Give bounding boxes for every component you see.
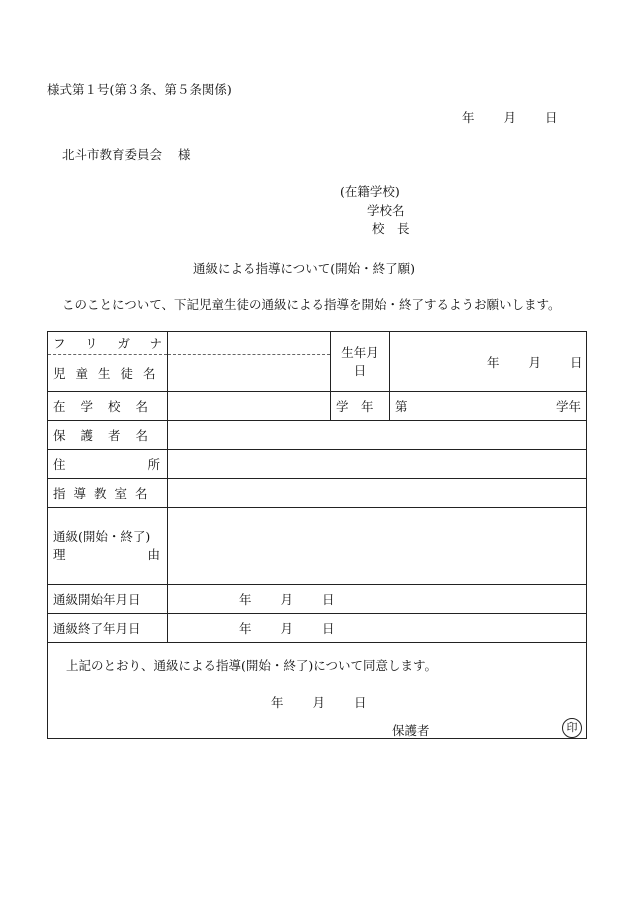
birth-day: 日 xyxy=(570,354,583,370)
classroom-label: 指導教室名 xyxy=(53,486,156,501)
end-date xyxy=(173,619,335,637)
start-year: 年 xyxy=(239,592,252,607)
furigana-char: ガ xyxy=(117,336,130,351)
grade-value xyxy=(395,397,581,415)
start-date-label: 通級開始年月日 xyxy=(53,592,141,607)
sender-principal: 校 長 xyxy=(372,221,410,236)
birth-month: 月 xyxy=(528,354,542,370)
form-number: 様式第１号(第３条、第５条関係) xyxy=(47,82,232,97)
birth-date-field[interactable] xyxy=(390,332,587,392)
grade-prefix: 第 xyxy=(395,399,408,414)
reason-label-2: 理由 xyxy=(53,547,243,562)
school-row xyxy=(48,392,587,421)
reason-label-1: 通級(開始・終了) xyxy=(53,529,151,544)
end-date-field[interactable] xyxy=(168,614,587,643)
intro-text: このことについて、下記児童生徒の通級による指導を開始・終了するようお願いします。 xyxy=(62,297,561,312)
classroom-label-cell xyxy=(48,479,168,508)
consent-row xyxy=(48,643,587,739)
addressee-org: 北斗市教育委員会 xyxy=(62,147,163,162)
address-label: 住所 xyxy=(53,457,243,472)
start-date-label-cell xyxy=(48,585,168,614)
student-name-field[interactable] xyxy=(168,355,331,392)
consent-date xyxy=(271,693,367,711)
application-table xyxy=(47,331,587,739)
student-name-label: 児童生徒名 xyxy=(53,366,166,381)
address-label-cell xyxy=(48,450,243,479)
end-month: 月 xyxy=(280,621,294,636)
grade-field[interactable] xyxy=(390,392,587,421)
furigana-label-cell xyxy=(48,332,168,355)
guardian-label: 保護者名 xyxy=(53,428,164,443)
birth-date xyxy=(395,353,583,371)
furigana-char: リ xyxy=(85,336,98,351)
month-label: 月 xyxy=(503,110,517,125)
furigana-char: フ xyxy=(53,336,66,351)
reason-label-cell xyxy=(48,508,243,585)
grade-label: 学 年 xyxy=(336,399,374,414)
year-label: 年 xyxy=(462,110,475,125)
consent-month: 月 xyxy=(312,695,326,710)
consent-guardian-label: 保護者 xyxy=(392,723,430,738)
furigana-char: ナ xyxy=(149,336,162,351)
consent-cell xyxy=(48,643,587,739)
start-day: 日 xyxy=(322,592,335,607)
end-date-row xyxy=(48,614,587,643)
end-date-label-cell xyxy=(48,614,168,643)
school-field[interactable] xyxy=(168,392,331,421)
day-label: 日 xyxy=(545,110,558,125)
furigana-field[interactable] xyxy=(168,332,331,355)
reason-label-2-wrap xyxy=(53,546,243,564)
start-date-field[interactable] xyxy=(168,585,587,614)
guardian-field[interactable] xyxy=(168,421,587,450)
guardian-label-cell xyxy=(48,421,168,450)
grade-suffix: 学年 xyxy=(555,399,581,414)
school-label-cell xyxy=(48,392,168,421)
end-day: 日 xyxy=(322,621,335,636)
addressee-honorific: 様 xyxy=(178,147,191,162)
birth-year: 年 xyxy=(487,354,500,370)
seal-mark xyxy=(562,718,582,738)
school-label: 在学校名 xyxy=(53,399,164,414)
address-row xyxy=(48,450,587,479)
reason-row xyxy=(48,508,587,585)
submission-date xyxy=(462,108,558,126)
end-date-label: 通級終了年月日 xyxy=(53,621,141,636)
birth-label-1: 生年月 xyxy=(341,344,379,360)
end-year: 年 xyxy=(239,621,252,636)
document-title: 通級による指導について(開始・終了願) xyxy=(193,261,416,276)
start-month: 月 xyxy=(280,592,294,607)
guardian-row xyxy=(48,421,587,450)
birth-label-2: 日 xyxy=(353,362,367,378)
consent-text: 上記のとおり、通級による指導(開始・終了)について同意します。 xyxy=(66,658,438,673)
sender-label: (在籍学校) xyxy=(340,184,400,199)
sender-school-name: 学校名 xyxy=(367,203,405,218)
consent-year: 年 xyxy=(271,695,284,710)
consent-day: 日 xyxy=(354,695,367,710)
furigana-row xyxy=(48,332,587,355)
classroom-row xyxy=(48,479,587,508)
classroom-field[interactable] xyxy=(168,479,587,508)
start-date xyxy=(173,590,335,608)
furigana-label xyxy=(53,334,162,352)
student-name-label-cell xyxy=(48,355,168,392)
seal-icon: 印 xyxy=(562,718,582,738)
start-date-row xyxy=(48,585,587,614)
birth-label-cell xyxy=(331,332,390,392)
grade-label-cell xyxy=(331,392,390,421)
addressee xyxy=(62,145,191,163)
